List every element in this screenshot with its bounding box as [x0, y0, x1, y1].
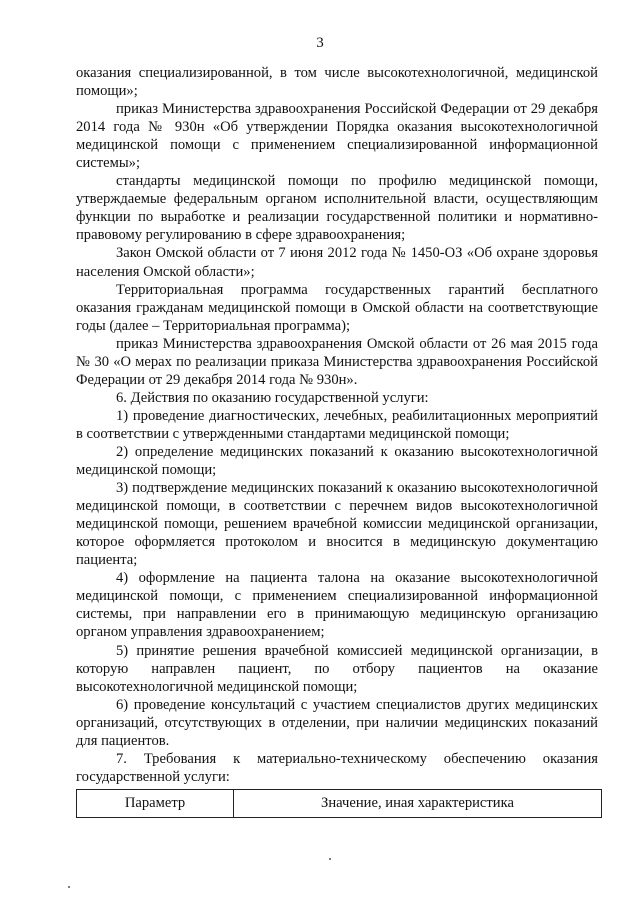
paragraph: Закон Омской области от 7 июня 2012 года № 1450-ОЗ «Об охране здоровья населения Омской области»; [76, 245, 598, 280]
paragraph: стандарты медицинской помощи по профилю медицинской помощи, утверждаемые федеральным органом исполнительной власти, осуществляющим функции по выработке и реализации государственной политики и нормативно-правовому регулированию в сфере здравоохранения; [76, 173, 598, 244]
paragraph: 5) принятие решения врачебной комиссией медицинской организации, в которую направлен пациент, по отбору пациентов на оказание высокотехнологичной медицинской помощи; [76, 642, 598, 695]
paragraph: 6) проведение консультаций с участием специалистов других медицинских организаций, отсутствующих в отделении, при наличии медицинских показаний для пациентов. [76, 696, 598, 749]
page-number: 3 [316, 35, 324, 51]
table-header-row [77, 790, 602, 818]
scan-speck [68, 886, 70, 888]
paragraph: 1) проведение диагностических, лечебных, реабилитационных мероприятий в соответствии с утвержденными стандартами медицинской помощи; [76, 407, 598, 442]
paragraph: Территориальная программа государственных гарантий бесплатного оказания гражданам медицинской помощи в Омской области на соответствующие годы (далее – Территориальная программа); [76, 281, 598, 334]
paragraph: 4) оформление на пациента талона на оказание высокотехнологичной медицинской помощи, с применением специализированной информационной системы, при направлении его в принимающую медицинскую организацию органом управления здравоохранением; [76, 570, 598, 641]
paragraph: 6. Действия по оказанию государственной услуги: [116, 389, 429, 406]
parameters-table [76, 789, 602, 818]
table-header-value: Значение, иная характеристика [234, 790, 602, 818]
table-header-parameter: Параметр [77, 790, 234, 818]
paragraph: приказ Министерства здравоохранения Российской Федерации от 29 декабря 2014 года № 930н «Об утверждении Порядка оказания высокотехнологичной медицинской помощи с применением специализированной информационной системы»; [76, 101, 598, 172]
paragraph: приказ Министерства здравоохранения Омской области от 26 мая 2015 года № 30 «О мерах по реализации приказа Министерства здравоохранения Российской Федерации от 29 декабря 2014 года № 930н». [76, 335, 598, 388]
paragraph: 3) подтверждение медицинских показаний к оказанию высокотехнологичной медицинской помощи, в соответствии с перечнем видов высокотехнологичной медицинской помощи, решением врачебной комиссии медицинской организации, которое оформляется протоколом и вносится в медицинскую документацию пациента; [76, 480, 598, 569]
paragraph: оказания специализированной, в том числе высокотехнологичной, медицинской помощи»; [76, 65, 598, 100]
paragraph: 7. Требования к материально-техническому обеспечению оказания государственной услуги: [76, 750, 598, 785]
paragraph: 2) определение медицинских показаний к оказанию высокотехнологичной медицинской помощи; [76, 443, 598, 479]
document-body [76, 64, 598, 786]
scan-speck [329, 858, 331, 860]
